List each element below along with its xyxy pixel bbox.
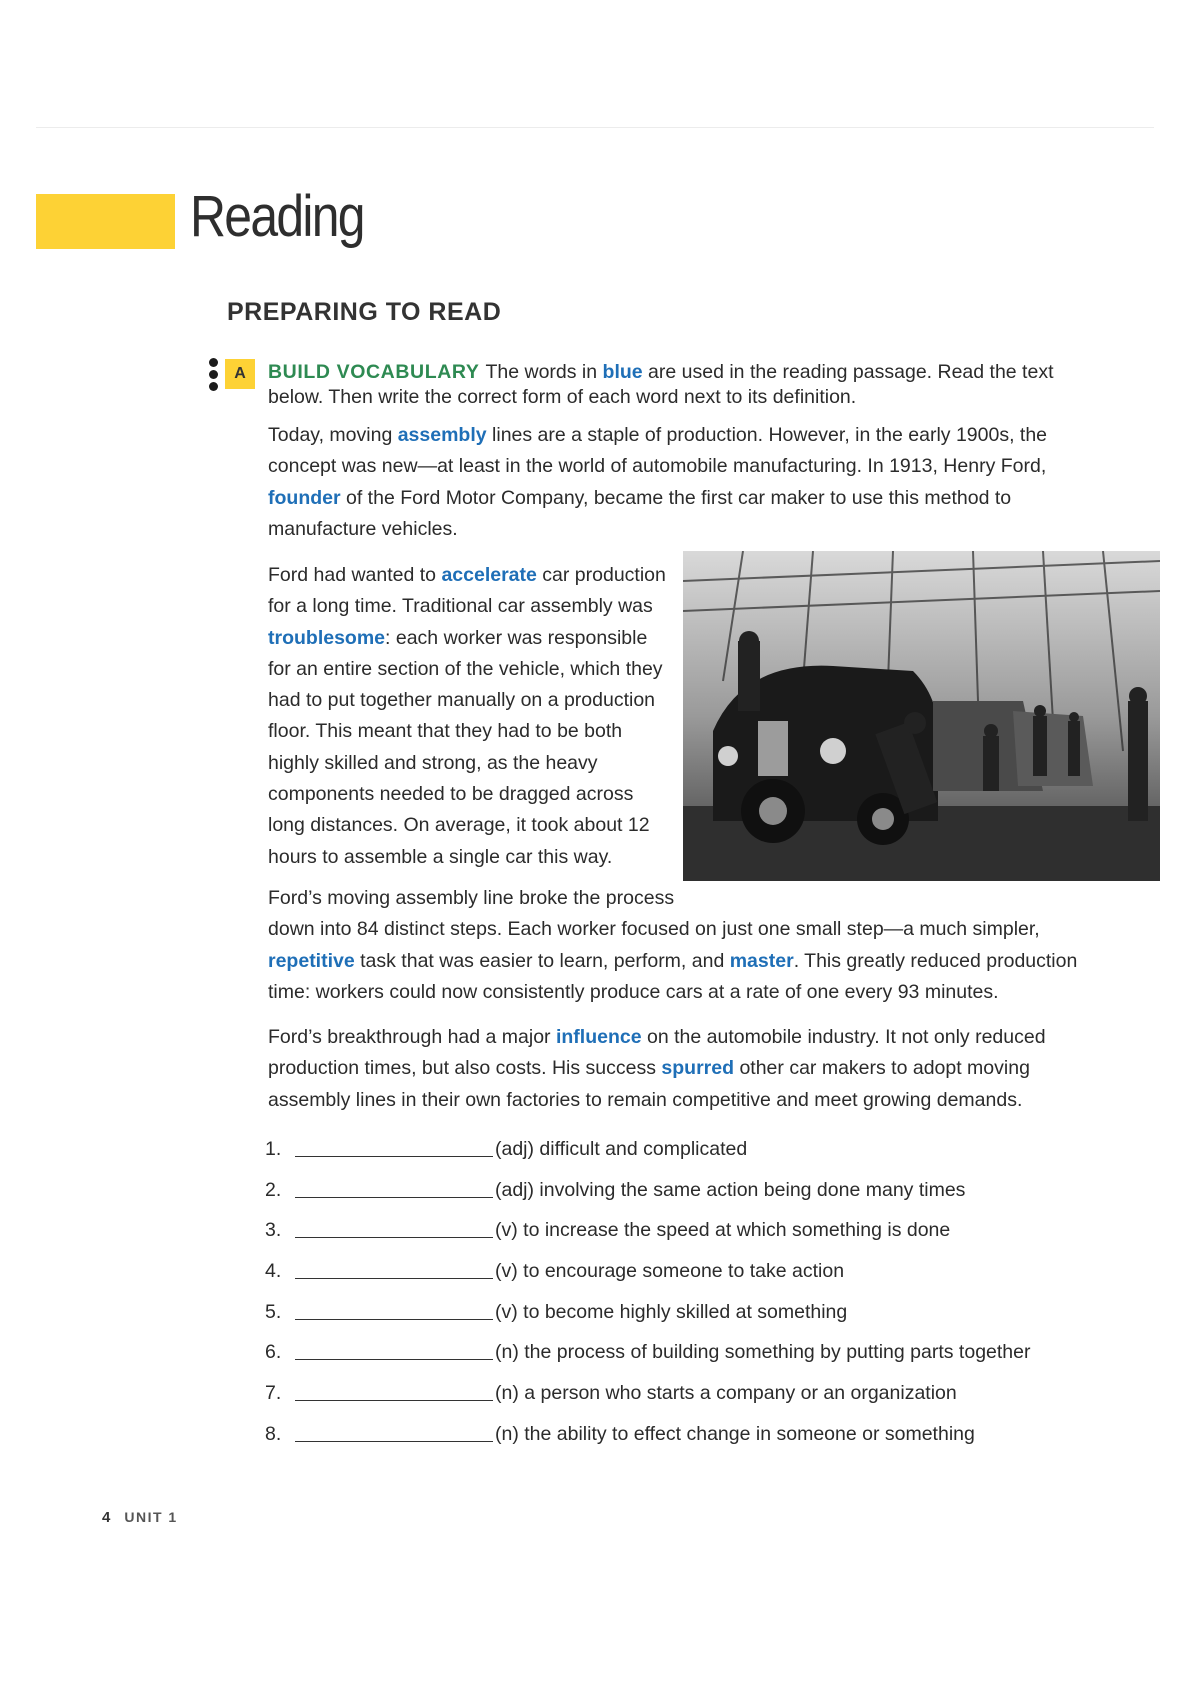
answer-blank[interactable]: [295, 1134, 493, 1157]
definition-number: 1.: [265, 1138, 282, 1160]
definition-item: [265, 1378, 1065, 1419]
vocab-word-accelerate: accelerate: [441, 564, 537, 586]
definition-item: [265, 1215, 1065, 1256]
definition-number: 4.: [265, 1260, 282, 1283]
definition-text: (v) to become highly skilled at something: [495, 1300, 848, 1323]
passage-paragraph-1: [268, 420, 1068, 545]
definition-list: [265, 1134, 1065, 1460]
section-color-bar: [36, 194, 175, 249]
passage-paragraph-2: [268, 560, 668, 873]
passage-text: Ford had wanted to: [268, 564, 442, 586]
vocab-word-spurred: spurred: [661, 1057, 735, 1080]
definition-number: 5.: [265, 1300, 282, 1323]
exercise-badge: A: [225, 359, 255, 389]
answer-blank[interactable]: [295, 1419, 493, 1442]
vocab-word-troublesome: troublesome: [268, 626, 386, 649]
definition-text: (n) a person who starts a company or an organization: [495, 1382, 957, 1405]
vocab-word-assembly: assembly: [397, 424, 487, 446]
answer-blank[interactable]: [295, 1256, 493, 1279]
passage-text: . This greatly reduced production time: workers could now consistently produce cars at a rate of one every 93 minutes.: [268, 949, 1078, 1003]
section-heading: PREPARING TO READ: [227, 298, 502, 326]
passage-paragraph-3: [268, 883, 1078, 1008]
passage-text: Ford’s breakthrough had a major: [268, 1026, 556, 1048]
definition-number: 2.: [265, 1178, 282, 1201]
top-rule: [36, 127, 1154, 128]
vocab-word-founder: founder: [268, 486, 341, 509]
passage-text: : each worker was responsible for an entire section of the vehicle, which they had to put together manually on a production floor. This meant that they had to be both highly skilled and strong, as the heavy components needed to be dragged across long distances. On average, it took about 12 hours to assemble a single car this way.: [268, 626, 663, 868]
answer-blank[interactable]: [295, 1215, 493, 1238]
page-footer: [102, 1509, 178, 1526]
definition-text: (adj) difficult and complicated: [495, 1138, 748, 1160]
answer-blank[interactable]: [295, 1175, 493, 1198]
passage-text: of the Ford Motor Company, became the first car maker to use this method to manufacture vehicles.: [268, 486, 1012, 540]
answer-blank[interactable]: [295, 1378, 493, 1401]
passage-text: down into 84 distinct steps. Each worker focused on just one small step—a much simpler,: [268, 918, 1040, 941]
definition-item: [265, 1297, 1065, 1338]
definition-text: (n) the ability to effect change in someone or something: [495, 1422, 975, 1445]
passage-text: on the automobile industry. It not only reduced production times, but also costs. His success: [268, 1026, 1046, 1080]
passage-text: lines are a staple of production. However, in the early 1900s, the concept was new—at least in the world of automobile manufacturing. In 1913, Henry Ford,: [268, 424, 1048, 478]
definition-text: (n) the process of building something by putting parts together: [495, 1341, 1031, 1364]
passage-text: task that was easier to learn, perform, and: [354, 949, 730, 972]
definition-text: (v) to encourage someone to take action: [495, 1260, 845, 1283]
page-title: Reading: [190, 184, 364, 249]
exercise-label: BUILD VOCABULARY: [268, 361, 480, 383]
vocab-word-influence: influence: [555, 1026, 642, 1048]
instruction-text-2: are used in the reading passage. Read the text below. Then write the correct form of each word next to its definition.: [268, 361, 1054, 408]
instruction-text-1: The words in: [485, 361, 603, 383]
vocab-word-master: master: [729, 949, 794, 972]
assembly-line-photo: [683, 551, 1160, 881]
answer-blank[interactable]: [295, 1337, 493, 1360]
definition-number: 3.: [265, 1219, 282, 1242]
definition-item: [265, 1337, 1065, 1378]
instruction-blue-word: blue: [602, 361, 643, 383]
definition-text: (adj) involving the same action being done many times: [495, 1178, 966, 1201]
page-number: 4: [102, 1509, 111, 1526]
passage-text: Ford’s moving assembly line broke the process: [268, 887, 675, 909]
definition-item: [265, 1419, 1065, 1460]
definition-item: [265, 1175, 1065, 1216]
definition-text: (v) to increase the speed at which something is done: [495, 1219, 951, 1242]
definition-number: 7.: [265, 1382, 282, 1405]
definition-number: 6.: [265, 1341, 282, 1364]
definition-item: [265, 1134, 1065, 1175]
answer-blank[interactable]: [295, 1297, 493, 1320]
passage-text: Today, moving: [268, 424, 398, 446]
exercise-instruction: [268, 360, 1058, 410]
more-options-icon[interactable]: [209, 358, 219, 394]
vocab-word-repetitive: repetitive: [268, 949, 355, 972]
unit-label: UNIT 1: [124, 1509, 178, 1525]
passage-paragraph-4: [268, 1022, 1068, 1116]
definition-item: [265, 1256, 1065, 1297]
definition-number: 8.: [265, 1422, 282, 1445]
passage-text: other car makers to adopt moving assembly lines in their own factories to remain competitive and meet growing demands.: [268, 1057, 1030, 1111]
passage-text: car production for a long time. Traditional car assembly was: [268, 564, 666, 618]
